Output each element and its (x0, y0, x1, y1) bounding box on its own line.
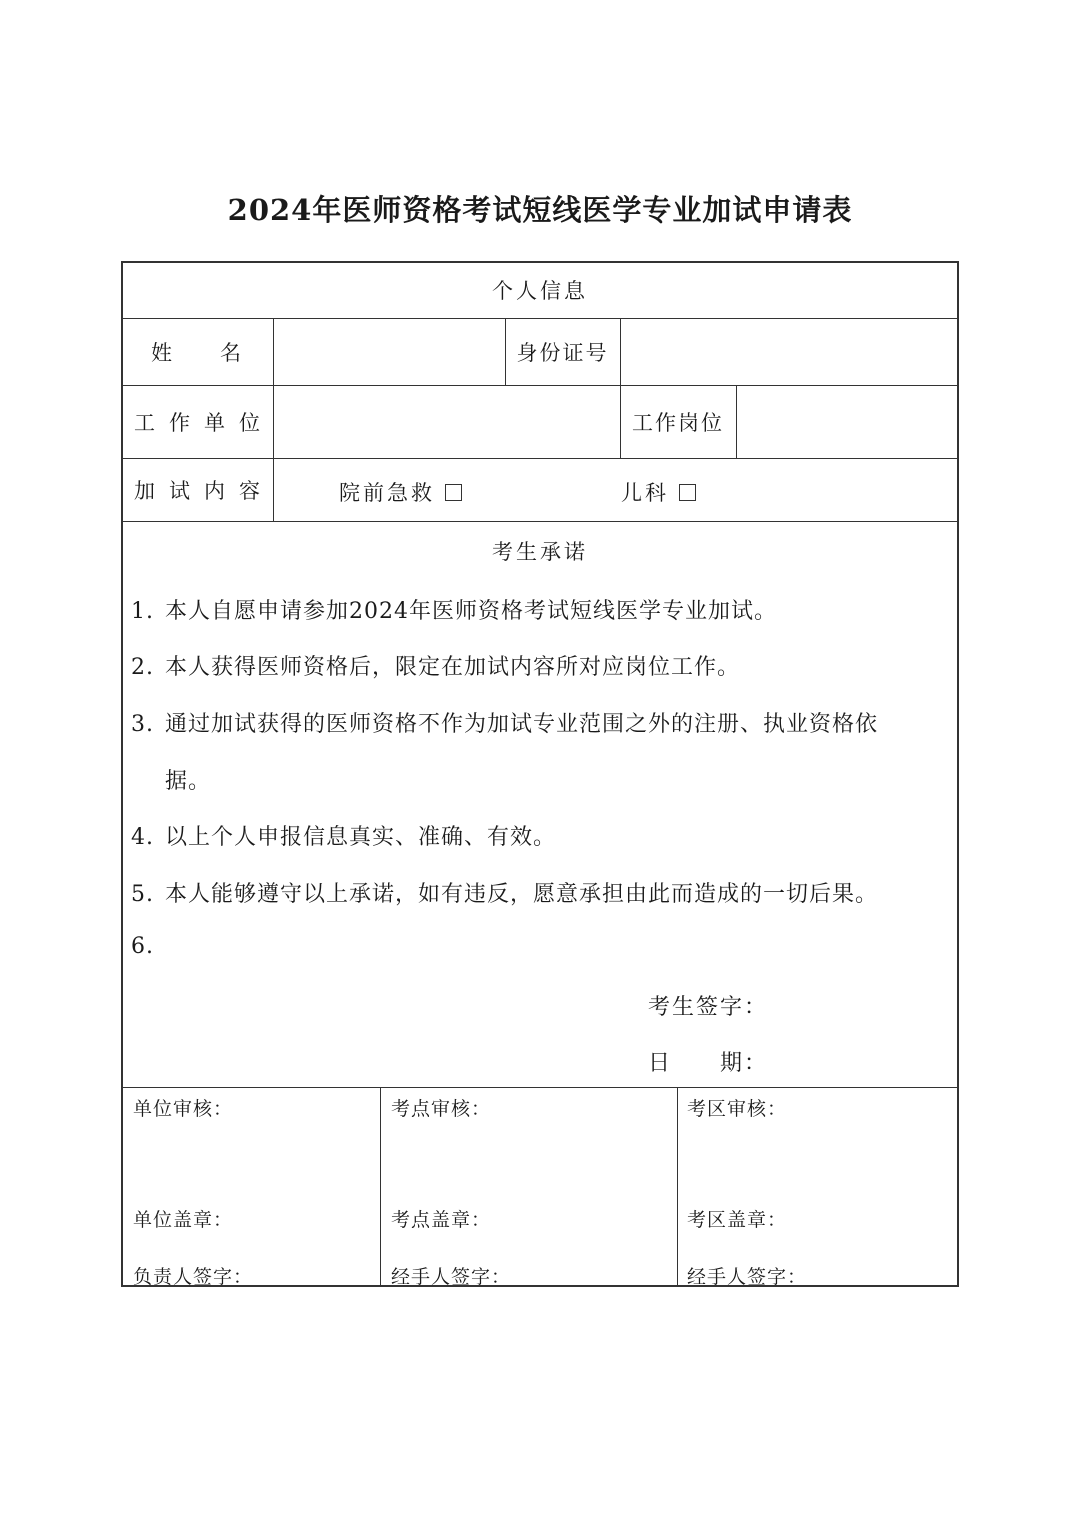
exam-site-seal-label: 考点盖章： (391, 1209, 492, 1231)
row-divider (121, 521, 959, 522)
exam-region-seal-label: 考区盖章： (687, 1209, 788, 1231)
exam-site-handler-signature-label: 经手人签字： (391, 1266, 512, 1288)
unit-head-signature-label: 负责人签字： (133, 1266, 254, 1288)
row-divider (121, 1087, 959, 1088)
option-pediatrics[interactable] (621, 477, 696, 507)
unit-seal-label: 单位盖章： (133, 1209, 234, 1231)
option-prehospital-emergency[interactable] (339, 477, 462, 507)
exam-content-label-text: 加试内容 (134, 478, 274, 503)
name-field[interactable] (274, 319, 504, 384)
pledge-item-4 (131, 820, 556, 851)
id-number-label (505, 318, 620, 385)
work-unit-field[interactable] (274, 386, 619, 457)
pledge-item-number: 3. (131, 712, 154, 737)
unit-review-label: 单位审核： (133, 1098, 234, 1120)
pledge-item-3 (131, 707, 878, 738)
checkbox-prehospital-emergency[interactable] (445, 484, 462, 501)
id-number-field[interactable] (621, 319, 957, 384)
pledge-item-number: 4. (131, 825, 154, 850)
pledge-header-text: 考生承诺 (492, 540, 588, 564)
pledge-item-text: 本人自愿申请参加2024年医师资格考试短线医学专业加试。 (165, 599, 777, 624)
pledge-item-text: 本人能够遵守以上承诺，如有违反，愿意承担由此而造成的一切后果。 (165, 882, 879, 907)
work-unit-label (121, 385, 273, 458)
pledge-item-6[interactable] (131, 934, 165, 959)
personal-info-header-text: 个人信息 (492, 278, 588, 303)
pledge-item-text: 以上个人申报信息真实、准确、有效。 (165, 825, 557, 850)
pledge-item-text: 通过加试获得的医师资格不作为加试专业范围之外的注册、执业资格依 (165, 712, 879, 737)
pledge-item-5 (131, 877, 878, 908)
option-label: 儿科 (621, 481, 669, 505)
work-post-label (620, 385, 736, 458)
pledge-item-text: 本人获得医师资格后，限定在加试内容所对应岗位工作。 (165, 655, 741, 680)
pledge-header (121, 530, 959, 572)
pledge-item-number: 2. (131, 655, 154, 680)
pledge-item-number: 5. (131, 882, 154, 907)
id-number-label-text: 身份证号 (516, 340, 609, 365)
date-label: 日 期： (648, 1051, 769, 1076)
exam-site-review-label: 考点审核： (391, 1098, 492, 1120)
col-divider (677, 1087, 678, 1287)
name-label (121, 318, 273, 385)
checkbox-pediatrics[interactable] (679, 484, 696, 501)
pledge-item-1 (131, 594, 777, 625)
pledge-item-2 (131, 650, 740, 681)
option-label: 院前急救 (339, 481, 435, 505)
pledge-item-number: 6. (131, 934, 154, 959)
name-label-text: 姓 名 (151, 340, 243, 365)
form-title: 2024年医师资格考试短线医学专业加试申请表 (227, 193, 853, 227)
exam-region-handler-signature-label: 经手人签字： (687, 1266, 808, 1288)
pledge-item-number: 1. (131, 599, 154, 624)
pledge-item-3-continuation: 据。 (165, 769, 212, 794)
work-post-label-text: 工作岗位 (632, 410, 724, 435)
work-unit-label-text: 工作单位 (134, 410, 274, 435)
col-divider (380, 1087, 381, 1287)
candidate-signature-label: 考生签字： (648, 995, 769, 1020)
work-post-field[interactable] (737, 386, 957, 457)
exam-region-review-label: 考区审核： (687, 1098, 788, 1120)
personal-info-header (121, 261, 959, 318)
exam-content-label (121, 458, 273, 521)
